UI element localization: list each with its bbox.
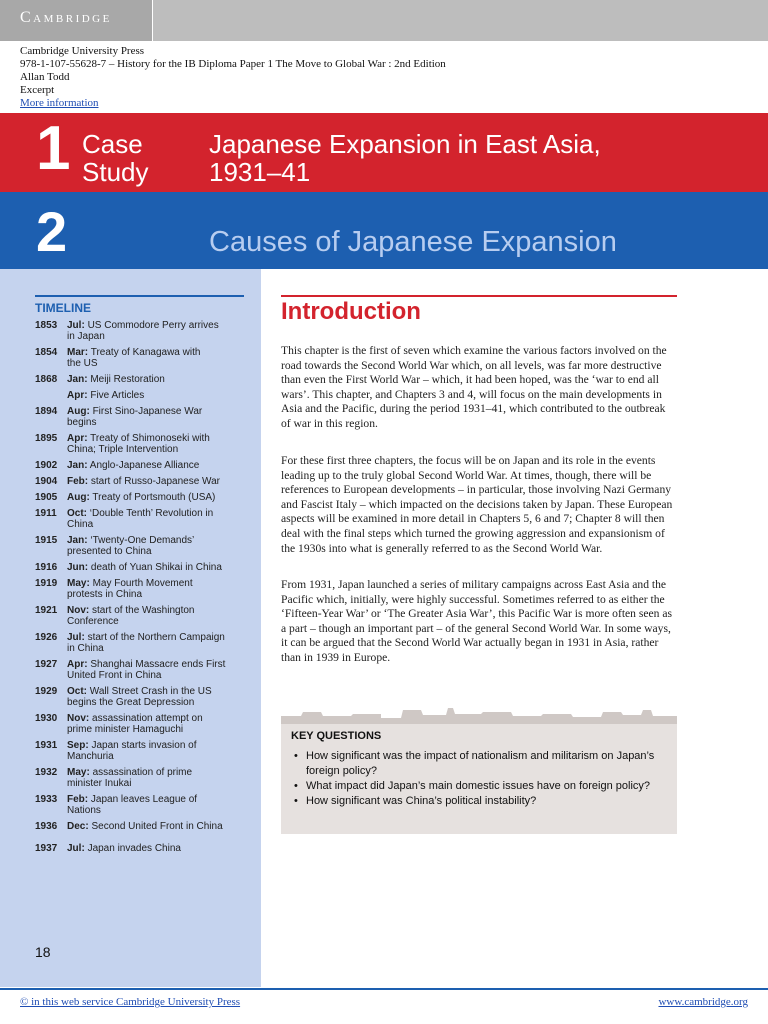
- timeline-year: 1915: [35, 535, 58, 546]
- timeline-event: Five Articles: [90, 390, 145, 401]
- timeline-year: 1854: [35, 347, 58, 358]
- timeline-text: [67, 347, 247, 369]
- key-question: • How significant was the impact of nationalism and militarism on Japan’s foreign policy?: [291, 749, 671, 779]
- timeline-event: assassination attempt on: [92, 713, 203, 724]
- case-label-line1: Case: [82, 129, 143, 159]
- timeline-text: [67, 562, 247, 573]
- timeline-month: May:: [67, 767, 90, 778]
- chapter-title-line2: 1931–41: [209, 157, 311, 187]
- timeline-month: Jan:: [67, 460, 88, 471]
- timeline-event: Second United Front in China: [91, 821, 223, 832]
- timeline-year: 1937: [35, 843, 58, 854]
- timeline-text: [67, 406, 247, 428]
- timeline-text: [67, 843, 247, 854]
- timeline-heading: TIMELINE: [35, 301, 91, 315]
- timeline-event: ‘Twenty-One Demands’: [90, 535, 195, 546]
- introduction-heading: Introduction: [281, 298, 421, 325]
- timeline-month: Aug:: [67, 492, 90, 503]
- timeline-event: Shanghai Massacre ends First: [90, 659, 226, 670]
- top-bar: [0, 0, 768, 41]
- timeline-text: [67, 460, 247, 471]
- timeline-month: Jul:: [67, 843, 85, 854]
- timeline-event: Treaty of Portsmouth (USA): [92, 492, 216, 503]
- timeline-event: start of the Washington: [92, 605, 195, 616]
- timeline-month: Oct:: [67, 508, 87, 519]
- book-info: [20, 45, 446, 110]
- timeline-text: [67, 578, 247, 600]
- timeline-year: 1930: [35, 713, 58, 724]
- timeline-month: Oct:: [67, 686, 87, 697]
- timeline-year: 1921: [35, 605, 58, 616]
- case-study-label: [82, 130, 149, 186]
- timeline-year: 1926: [35, 632, 58, 643]
- chapter-title-line1: Japanese Expansion in East Asia,: [209, 129, 601, 159]
- timeline-month: Apr:: [67, 390, 88, 401]
- timeline-event-cont: prime minister Hamaguchi: [67, 724, 184, 735]
- timeline-month: Sep:: [67, 740, 89, 751]
- intro-paragraph: From 1931, Japan launched a series of military campaigns across East Asia and the Pacific which, initially, were highly successful. Sometimes referred to as either the ‘Fifteen-Year War’ or ‘The Greater Asia War’, this Pacific War is more often seen as a part – though an important part – of the general Second World War. In some ways, it can be argued that the Second World War actually began in 1931 in Asia, rather than in 1939 in Europe.: [281, 578, 673, 664]
- key-question: • What impact did Japan’s main domestic issues have on foreign policy?: [291, 779, 671, 794]
- timeline-event: Anglo-Japanese Alliance: [89, 460, 200, 471]
- timeline-year: 1931: [35, 740, 58, 751]
- intro-paragraph: This chapter is the first of seven which examine the various factors involved on the road towards the Second World War which, on all levels, was far more destructive than even the First World War – which, it had been hoped, was the ‘war to end all wars’. This chapter, and Chapters 3 and 4, will focus on the main developments in Asia and the Pacific, during the period 1931–41, which contributed to the outbreak of war in this region.: [281, 344, 667, 430]
- timeline-text: [67, 794, 247, 816]
- timeline-year: 1933: [35, 794, 58, 805]
- timeline-year: 1902: [35, 460, 58, 471]
- timeline-event-cont: China: [67, 519, 94, 530]
- timeline-year: 1932: [35, 767, 58, 778]
- timeline-event-cont: presented to China: [67, 546, 152, 557]
- skyline-decoration: [281, 706, 677, 726]
- key-question: • How significant was China’s political instability?: [291, 794, 671, 809]
- timeline-year: 1895: [35, 433, 58, 444]
- timeline-month: Jul:: [67, 632, 85, 643]
- timeline-event: assassination of prime: [92, 767, 193, 778]
- timeline-text: [67, 686, 247, 708]
- timeline-year: 1929: [35, 686, 58, 697]
- timeline-text: [67, 390, 247, 401]
- timeline-text: [67, 659, 247, 681]
- timeline-year: 1868: [35, 374, 58, 385]
- timeline-year: 1916: [35, 562, 58, 573]
- timeline-event: First Sino-Japanese War: [92, 406, 203, 417]
- timeline-event: Japan starts invasion of: [91, 740, 197, 751]
- timeline-rule: [35, 295, 244, 297]
- timeline-year: 1904: [35, 476, 58, 487]
- intro-paragraph: For these first three chapters, the focus will be on Japan and its role in the events leading up to the truly global Second World War. At times, though, there will be references to European developments – in particular, those involving Nazi Germany and Fascist Italy – which impacted on the decisions taken by Japan. These European aspects will be examined in more detail in Chapters 5, 6 and 7; Chapter 8 will then deal with the final steps which turned the growing aggression and expansionism of the 1930s into what is generally referred to as the Second World War.: [281, 454, 673, 555]
- timeline-text: [67, 713, 247, 735]
- timeline-event: start of the Northern Campaign: [87, 632, 225, 643]
- timeline-event-cont: in China: [67, 643, 104, 654]
- timeline-event: Meiji Restoration: [90, 374, 165, 385]
- timeline-event: Treaty of Shimonoseki with: [90, 433, 210, 444]
- timeline-event-cont: protests in China: [67, 589, 143, 600]
- timeline-year: 1905: [35, 492, 58, 503]
- timeline-year: 1894: [35, 406, 58, 417]
- timeline-event: Japan invades China: [87, 843, 181, 854]
- timeline-text: [67, 767, 247, 789]
- timeline-event-cont: Conference: [67, 616, 119, 627]
- timeline-year: 1936: [35, 821, 58, 832]
- timeline-event-cont: Nations: [67, 805, 101, 816]
- timeline-event-cont: minister Inukai: [67, 778, 132, 789]
- cambridge-url-link[interactable]: www.cambridge.org: [658, 996, 748, 1008]
- timeline-month: Mar:: [67, 347, 89, 358]
- timeline-event-cont: the US: [67, 358, 98, 369]
- timeline-month: Feb:: [67, 794, 89, 805]
- timeline-event: May Fourth Movement: [92, 578, 193, 589]
- timeline-event: Wall Street Crash in the US: [89, 686, 212, 697]
- timeline-event-cont: begins the Great Depression: [67, 697, 195, 708]
- timeline-event: Treaty of Kanagawa with: [90, 347, 201, 358]
- doc-type: Excerpt: [20, 84, 55, 96]
- timeline-month: Apr:: [67, 433, 88, 444]
- timeline-year: 1911: [35, 508, 57, 519]
- timeline-month: Jul:: [67, 320, 85, 331]
- timeline-text: [67, 476, 247, 487]
- case-label-line2: Study: [82, 157, 149, 187]
- footer-rule: [0, 988, 768, 990]
- intro-rule: [281, 295, 677, 297]
- timeline-event: US Commodore Perry arrives: [87, 320, 219, 331]
- timeline-event: Japan leaves League of: [90, 794, 198, 805]
- page-number: 18: [35, 944, 51, 960]
- timeline-event-cont: Manchuria: [67, 751, 114, 762]
- timeline-year: 1919: [35, 578, 58, 589]
- timeline-year: 1927: [35, 659, 58, 670]
- timeline-event: ‘Double Tenth’ Revolution in: [89, 508, 214, 519]
- timeline-event-cont: begins: [67, 417, 97, 428]
- timeline-month: Nov:: [67, 605, 90, 616]
- copyright-link[interactable]: © in this web service Cambridge University Press: [20, 996, 241, 1008]
- timeline-event-cont: in Japan: [67, 331, 105, 342]
- timeline-text: [67, 508, 247, 530]
- cambridge-logo: Cambridge: [20, 9, 112, 26]
- timeline-month: Jan:: [67, 374, 88, 385]
- timeline-event: death of Yuan Shikai in China: [90, 562, 222, 573]
- timeline-year: 1853: [35, 320, 58, 331]
- timeline-month: Dec:: [67, 821, 89, 832]
- timeline-month: Apr:: [67, 659, 88, 670]
- timeline-month: May:: [67, 578, 90, 589]
- timeline-text: [67, 535, 247, 557]
- chapter-title: [209, 130, 601, 186]
- timeline-text: [67, 740, 247, 762]
- timeline-text: [67, 320, 247, 342]
- timeline-month: Feb:: [67, 476, 89, 487]
- timeline-month: Jan:: [67, 535, 88, 546]
- key-questions-heading: KEY QUESTIONS: [291, 730, 382, 742]
- timeline-text: [67, 605, 247, 627]
- timeline-event-cont: United Front in China: [67, 670, 162, 681]
- timeline-event: start of Russo-Japanese War: [90, 476, 221, 487]
- author: Allan Todd: [20, 71, 70, 83]
- chapter-number: 1: [36, 114, 71, 183]
- section-number: 2: [36, 200, 68, 263]
- key-questions-list: [291, 749, 671, 809]
- timeline-text: [67, 632, 247, 654]
- timeline-event-cont: China; Triple Intervention: [67, 444, 179, 455]
- publisher: Cambridge University Press: [20, 45, 145, 57]
- timeline-text: [67, 821, 247, 832]
- more-information-link[interactable]: More information: [20, 97, 99, 109]
- timeline-text: [67, 433, 247, 455]
- timeline-month: Jun:: [67, 562, 89, 573]
- timeline-month: Aug:: [67, 406, 90, 417]
- timeline-text: [67, 374, 247, 385]
- isbn-title: 978-1-107-55628-7 – History for the IB Diploma Paper 1 The Move to Global War : 2nd Edition: [20, 58, 446, 70]
- section-title: Causes of Japanese Expansion: [209, 226, 617, 258]
- timeline-text: [67, 492, 247, 503]
- brand-box: [0, 0, 153, 41]
- timeline-month: Nov:: [67, 713, 90, 724]
